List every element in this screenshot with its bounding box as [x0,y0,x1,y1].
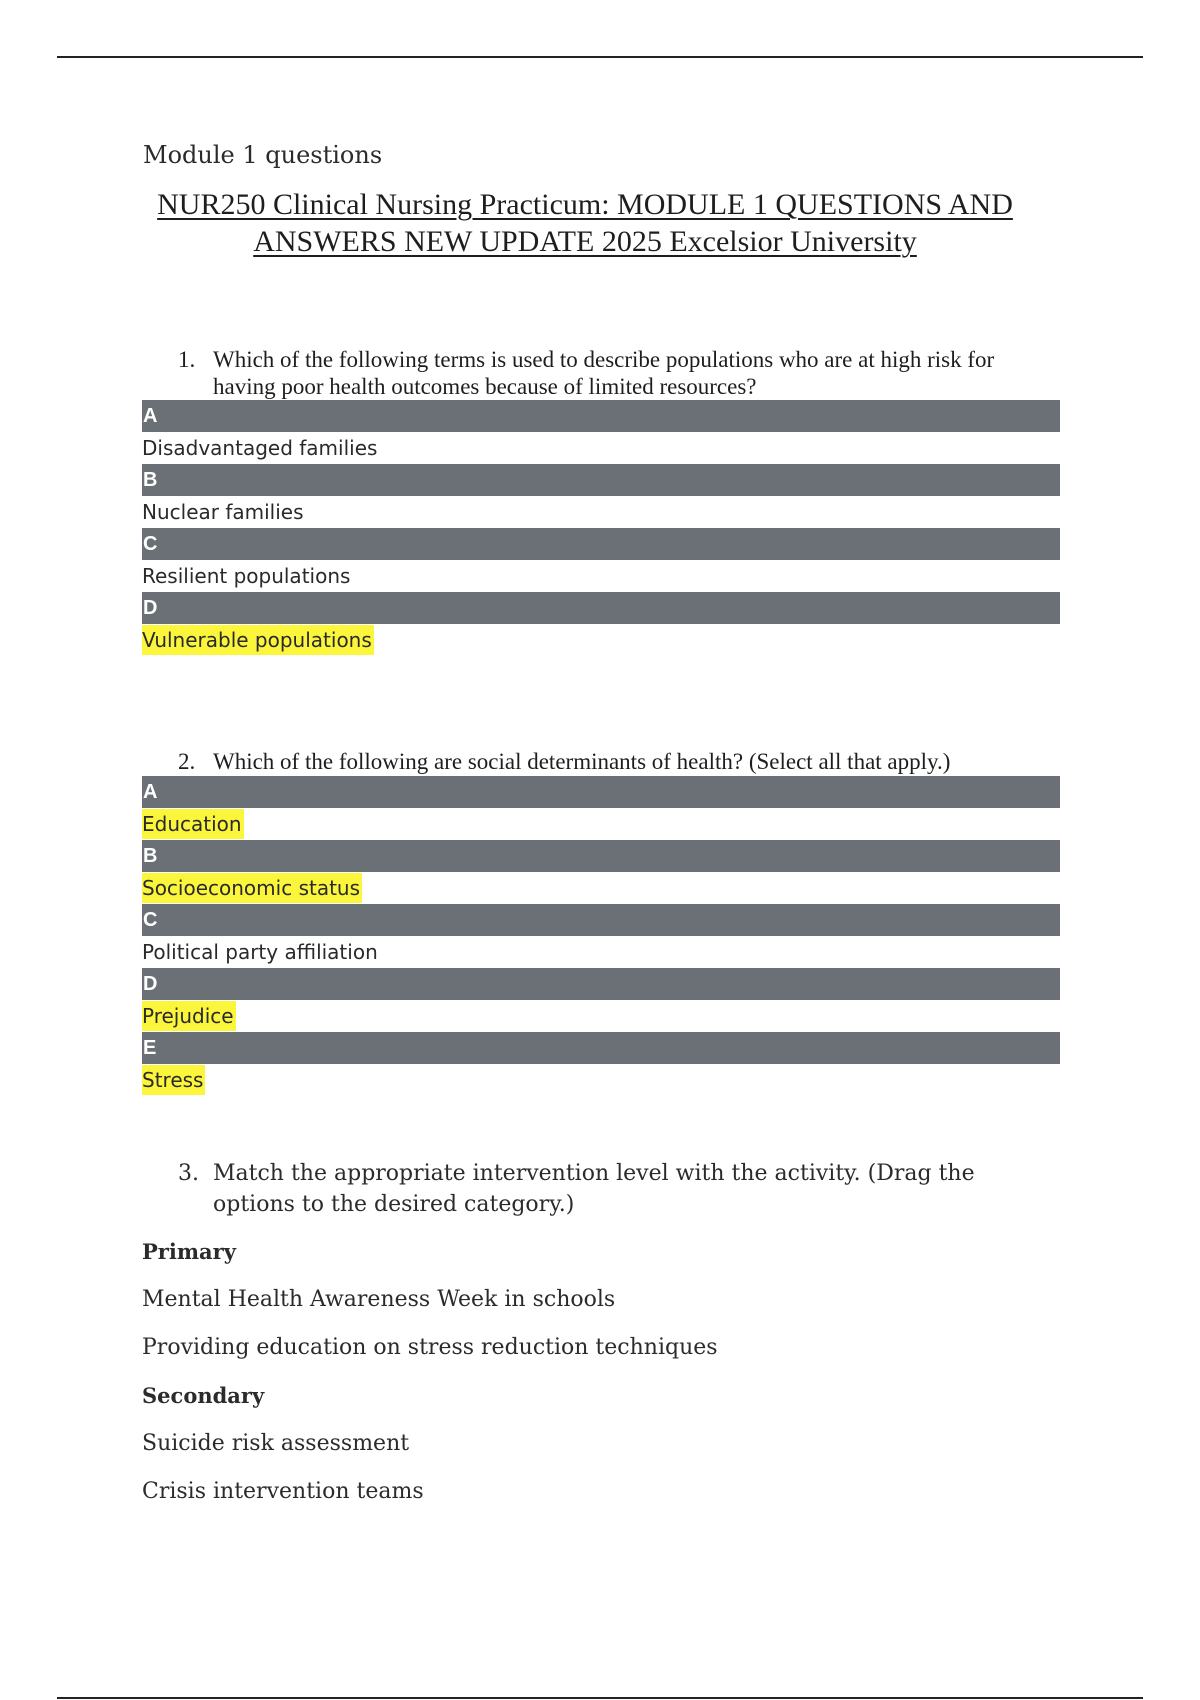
question-number: 2. [178,749,196,774]
document-title [120,186,1050,260]
category-heading-secondary: Secondary [142,1383,265,1408]
top-rule [57,56,1143,58]
question-number: 3. [178,1161,199,1186]
option-letter-bar[interactable]: A [142,776,1060,808]
option-letter-bar[interactable]: D [142,592,1060,624]
option-letter-bar[interactable]: A [142,400,1060,432]
question-text: Which of the following are social determinants of health? (Select all that apply.) [213,749,951,774]
option-letter-bar[interactable]: B [142,464,1060,496]
option-text-correct: Vulnerable populations [142,624,1060,656]
option-text: Disadvantaged families [142,436,378,460]
category-heading-primary: Primary [142,1239,236,1264]
option-text-correct: Education [142,808,1060,840]
activity-item[interactable]: Suicide risk assessment [142,1431,410,1456]
activity-item[interactable]: Mental Health Awareness Week in schools [142,1287,616,1312]
option-text: Political party affiliation [142,940,378,964]
question-number: 1. [178,347,196,372]
option-text-correct: Prejudice [142,1000,1060,1032]
activity-item[interactable]: Crisis intervention teams [142,1479,424,1504]
question-3 [178,1158,1048,1220]
question-1-options [142,400,1060,656]
option-text-correct: Socioeconomic status [142,872,1060,904]
bottom-rule [57,1697,1143,1699]
option-letter-bar[interactable]: D [142,968,1060,1000]
matching-categories [142,1238,1042,1526]
option-letter-bar[interactable]: B [142,840,1060,872]
option-letter-bar[interactable]: E [142,1032,1060,1064]
option-text: Resilient populations [142,564,351,588]
option-text: Nuclear families [142,500,304,524]
module-label: Module 1 questions [143,141,383,169]
question-text: Match the appropriate intervention level with the activity. (Drag the options to the desired category.) [213,1161,975,1217]
activity-item[interactable]: Providing education on stress reduction techniques [142,1335,718,1360]
question-1 [178,346,1048,400]
option-text-correct: Stress [142,1064,1060,1096]
title-line-1: NUR250 Clinical Nursing Practicum: MODULE 1 QUESTIONS AND [157,188,1013,221]
question-text: Which of the following terms is used to describe populations who are at high risk for having poor health outcomes because of limited resources? [213,347,995,399]
question-2-options [142,776,1060,1096]
option-letter-bar[interactable]: C [142,904,1060,936]
title-line-2: ANSWERS NEW UPDATE 2025 Excelsior University [253,225,917,258]
question-2 [178,748,1048,775]
option-letter-bar[interactable]: C [142,528,1060,560]
